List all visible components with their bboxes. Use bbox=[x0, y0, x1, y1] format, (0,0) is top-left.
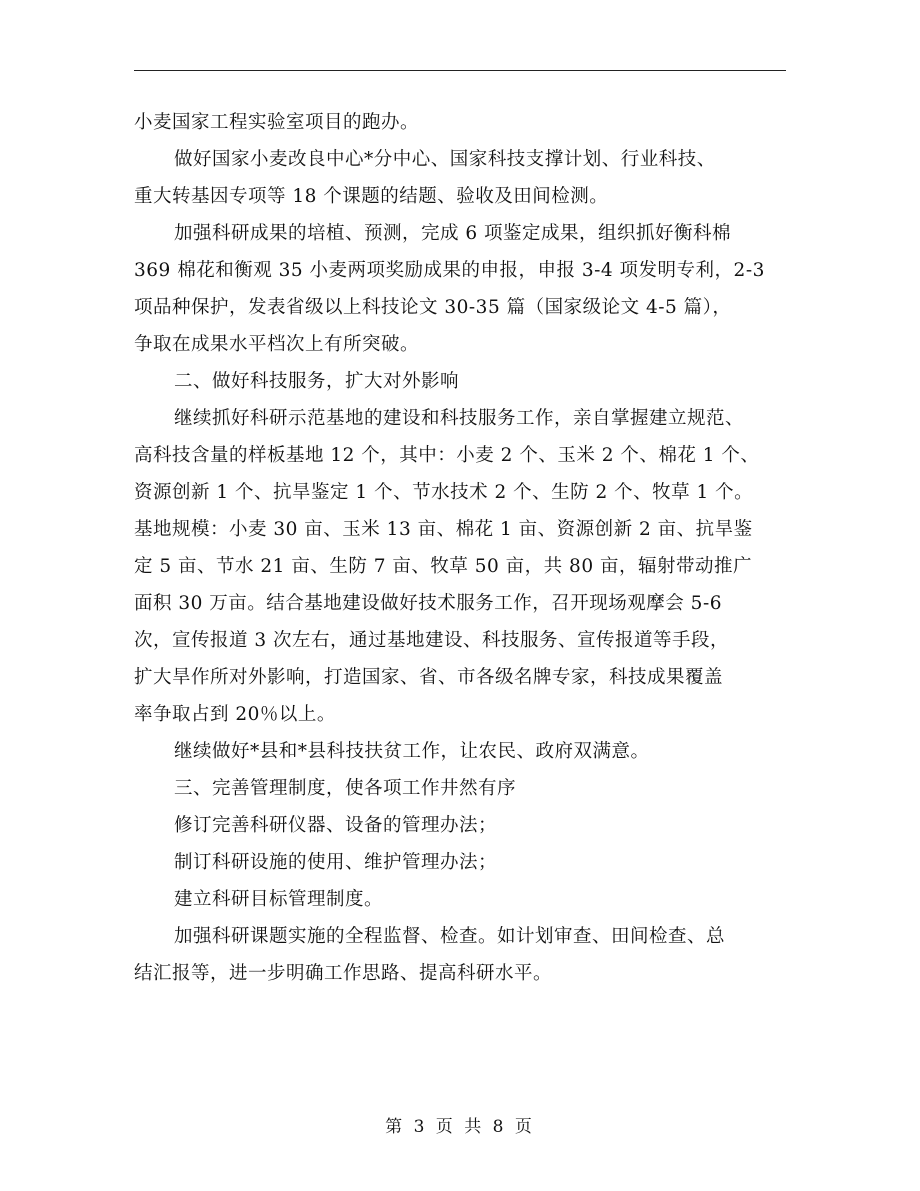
text-line: 定 5 亩、节水 21 亩、生防 7 亩、牧草 50 亩，共 80 亩，辐射带动推广 bbox=[134, 556, 752, 577]
text-line: 基地规模：小麦 30 亩、玉米 13 亩、棉花 1 亩、资源创新 2 亩、抗旱鉴 bbox=[134, 519, 753, 540]
text-line: 结汇报等，进一步明确工作思路、提高科研水平。 bbox=[134, 963, 553, 984]
text-line: 率争取占到 20％以上。 bbox=[134, 704, 336, 725]
section-heading: 三、完善管理制度，使各项工作井然有序 bbox=[174, 778, 517, 799]
text-line: 小麦国家工程实验室项目的跑办。 bbox=[134, 112, 420, 133]
text-line: 继续抓好科研示范基地的建设和科技服务工作，亲自掌握建立规范、 bbox=[174, 408, 745, 429]
header-rule bbox=[134, 70, 786, 71]
text-line: 制订科研设施的使用、维护管理办法； bbox=[174, 852, 498, 873]
text-line: 高科技含量的样板基地 12 个，其中：小麦 2 个、玉米 2 个、棉花 1 个、 bbox=[134, 445, 760, 466]
text-line: 项品种保护，发表省级以上科技论文 30-35 篇（国家级论文 4-5 篇）， bbox=[134, 297, 732, 318]
text-line: 修订完善科研仪器、设备的管理办法； bbox=[174, 815, 498, 836]
text-line: 369 棉花和衡观 35 小麦两项奖励成果的申报，申报 3-4 项发明专利，2-3 bbox=[134, 260, 765, 281]
section-heading: 二、做好科技服务，扩大对外影响 bbox=[174, 371, 460, 392]
text-line: 加强科研成果的培植、预测，完成 6 项鉴定成果，组织抓好衡科棉 bbox=[174, 223, 732, 244]
text-line: 加强科研课题实施的全程监督、检查。如计划审查、田间检查、总 bbox=[174, 926, 726, 947]
text-line: 次，宣传报道 3 次左右，通过基地建设、科技服务、宣传报道等手段， bbox=[134, 630, 730, 651]
text-line: 资源创新 1 个、抗旱鉴定 1 个、节水技术 2 个、生防 2 个、牧草 1 个。 bbox=[134, 482, 754, 503]
page-number-footer: 第 3 页 共 8 页 bbox=[385, 1117, 535, 1137]
text-line: 面积 30 万亩。结合基地建设做好技术服务工作，召开现场观摩会 5-6 bbox=[134, 593, 722, 614]
text-line: 做好国家小麦改良中心*分中心、国家科技支撑计划、行业科技、 bbox=[174, 149, 716, 170]
text-line: 继续做好*县和*县科技扶贫工作，让农民、政府双满意。 bbox=[174, 741, 650, 762]
text-line: 重大转基因专项等 18 个课题的结题、验收及田间检测。 bbox=[134, 186, 609, 207]
text-line: 争取在成果水平档次上有所突破。 bbox=[134, 334, 420, 355]
text-line: 扩大旱作所对外影响，打造国家、省、市各级名牌专家，科技成果覆盖 bbox=[134, 667, 724, 688]
text-line: 建立科研目标管理制度。 bbox=[174, 889, 384, 910]
document-body bbox=[134, 104, 800, 992]
